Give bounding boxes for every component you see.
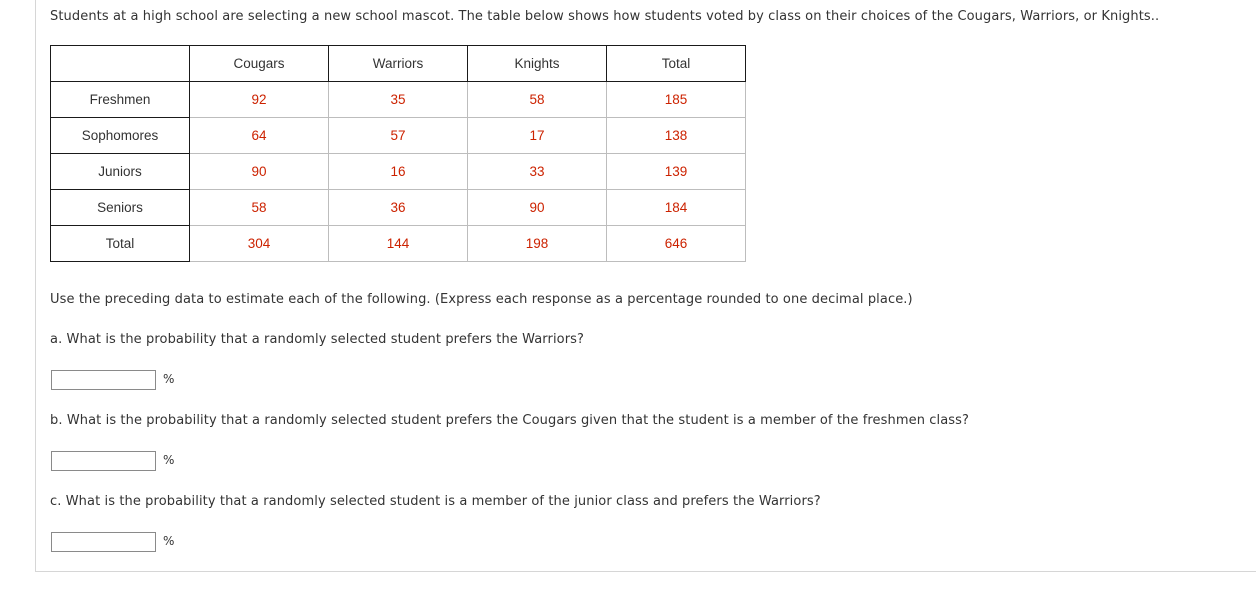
cell-value: 184 <box>607 190 746 226</box>
cell-value: 139 <box>607 154 746 190</box>
table-row <box>51 154 746 190</box>
header-warriors: Warriors <box>329 46 468 82</box>
intro-text: Students at a high school are selecting a new school mascot. The table below shows how students voted by class on their choices of the Cougars, Warriors, or Knights.. <box>50 9 1160 24</box>
cell-value: 198 <box>468 226 607 262</box>
cell-value: 33 <box>468 154 607 190</box>
table-row <box>51 82 746 118</box>
row-label: Freshmen <box>51 82 190 118</box>
cell-value: 35 <box>329 82 468 118</box>
cell-value: 92 <box>190 82 329 118</box>
header-total: Total <box>607 46 746 82</box>
cell-value: 36 <box>329 190 468 226</box>
cell-value: 90 <box>190 154 329 190</box>
cell-value: 57 <box>329 118 468 154</box>
row-label: Seniors <box>51 190 190 226</box>
cell-value: 185 <box>607 82 746 118</box>
percent-unit-c: % <box>163 534 175 548</box>
cell-value: 138 <box>607 118 746 154</box>
cell-value: 58 <box>468 82 607 118</box>
cell-value: 58 <box>190 190 329 226</box>
cell-value: 64 <box>190 118 329 154</box>
cell-value: 144 <box>329 226 468 262</box>
cell-value: 304 <box>190 226 329 262</box>
cell-value: 16 <box>329 154 468 190</box>
table-row <box>51 190 746 226</box>
table-row <box>51 118 746 154</box>
votes-table <box>50 45 746 262</box>
cell-value: 646 <box>607 226 746 262</box>
percent-unit-b: % <box>163 453 175 467</box>
question-b: b. What is the probability that a randomly selected student prefers the Cougars given that the student is a member of the freshmen class? <box>50 413 970 428</box>
answer-a-input[interactable] <box>51 370 156 390</box>
question-c: c. What is the probability that a randomly selected student is a member of the junior class and prefers the Warriors? <box>50 494 821 509</box>
table-header-row <box>51 46 746 82</box>
percent-unit-a: % <box>163 372 175 386</box>
cell-value: 17 <box>468 118 607 154</box>
header-cougars: Cougars <box>190 46 329 82</box>
row-label: Juniors <box>51 154 190 190</box>
row-label: Sophomores <box>51 118 190 154</box>
cell-value: 90 <box>468 190 607 226</box>
answer-c-input[interactable] <box>51 532 156 552</box>
header-corner <box>51 46 190 82</box>
table-row <box>51 226 746 262</box>
question-a: a. What is the probability that a randomly selected student prefers the Warriors? <box>50 332 585 347</box>
row-label: Total <box>51 226 190 262</box>
answer-b-input[interactable] <box>51 451 156 471</box>
instructions-text: Use the preceding data to estimate each of the following. (Express each response as a percentage rounded to one decimal place.) <box>50 292 913 307</box>
header-knights: Knights <box>468 46 607 82</box>
